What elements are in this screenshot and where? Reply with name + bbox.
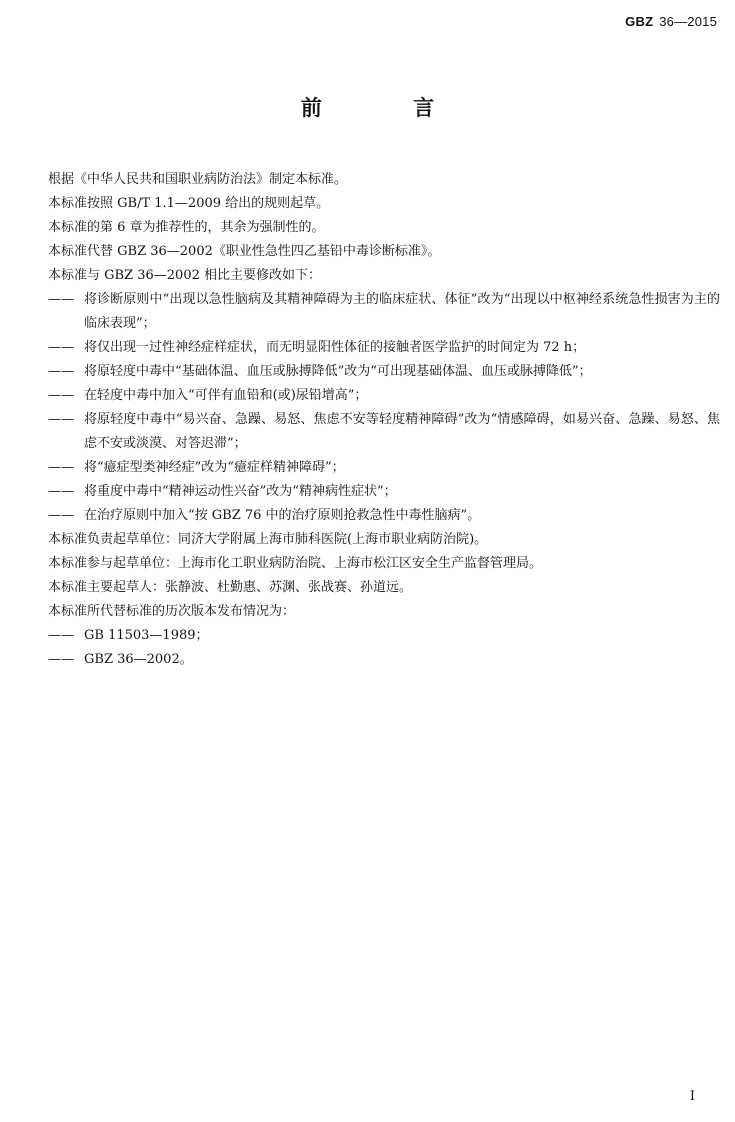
paragraph-chapter-nature: 本标准的第 6 章为推荐性的，其余为强制性的。 bbox=[48, 220, 325, 235]
paragraph-history-intro: 本标准所代替标准的历次版本发布情况为： bbox=[48, 604, 296, 619]
change-item bbox=[48, 480, 720, 504]
dash-marker: —— bbox=[48, 508, 74, 523]
history-item bbox=[48, 624, 720, 648]
change-text: 将重度中毒中“精神运动性兴奋”改为“精神病性症状”； bbox=[84, 484, 397, 499]
change-text: 将仅出现一过性神经症样症状，而无明显阳性体征的接触者医学监护的时间定为 72 h； bbox=[84, 340, 586, 355]
standard-code-prefix: GBZ bbox=[625, 14, 654, 29]
paragraph-main-drafters: 本标准主要起草人：张静波、杜勤惠、苏渊、张战赛、孙道远。 bbox=[48, 580, 413, 595]
change-text: 在轻度中毒中加入“可伴有血铅和(或)尿铅增高”； bbox=[84, 388, 368, 403]
paragraph-participating-drafters: 本标准参与起草单位：上海市化工职业病防治院、上海市松江区安全生产监督管理局。 bbox=[48, 556, 543, 571]
history-text: GBZ 36—2002。 bbox=[84, 652, 193, 667]
dash-marker: —— bbox=[48, 388, 74, 403]
dash-marker: —— bbox=[48, 460, 74, 475]
dash-marker: —— bbox=[48, 652, 74, 667]
paragraph-legal-basis: 根据《中华人民共和国职业病防治法》制定本标准。 bbox=[48, 172, 348, 187]
change-item bbox=[48, 360, 720, 384]
change-item bbox=[48, 384, 720, 408]
change-text: 在治疗原则中加入“按 GBZ 76 中的治疗原则抢救急性中毒性脑病”。 bbox=[84, 508, 481, 523]
change-item bbox=[48, 288, 720, 336]
dash-marker: —— bbox=[48, 292, 74, 307]
paragraph-lead-drafter: 本标准负责起草单位：同济大学附属上海市肺科医院(上海市职业病防治院)。 bbox=[48, 532, 488, 547]
change-item bbox=[48, 504, 720, 528]
page-number: I bbox=[689, 1089, 695, 1104]
change-text: 将诊断原则中“出现以急性脑病及其精神障碍为主的临床症状、体征”改为“出现以中枢神经系统急性损害为主的临床表现”； bbox=[84, 292, 720, 331]
history-text: GB 11503—1989； bbox=[84, 628, 209, 643]
dash-marker: —— bbox=[48, 340, 74, 355]
change-item bbox=[48, 336, 720, 360]
document-body bbox=[48, 168, 720, 672]
dash-marker: —— bbox=[48, 628, 74, 643]
paragraph-changes-intro: 本标准与 GBZ 36—2002 相比主要修改如下： bbox=[48, 268, 321, 283]
dash-marker: —— bbox=[48, 364, 74, 379]
change-item bbox=[48, 408, 720, 456]
standard-code bbox=[625, 14, 717, 29]
dash-marker: —— bbox=[48, 484, 74, 499]
change-item bbox=[48, 456, 720, 480]
paragraph-drafting-rules: 本标准按照 GB/T 1.1—2009 给出的规则起草。 bbox=[48, 196, 330, 211]
change-text: 将原轻度中毒中“基础体温、血压或脉搏降低”改为“可出现基础体温、血压或脉搏降低”； bbox=[84, 364, 592, 379]
history-item bbox=[48, 648, 720, 672]
page-title: 前 言 bbox=[300, 96, 477, 120]
dash-marker: —— bbox=[48, 412, 74, 427]
paragraph-replaces: 本标准代替 GBZ 36—2002《职业性急性四乙基铅中毒诊断标准》。 bbox=[48, 244, 441, 259]
standard-code-number: 36—2015 bbox=[659, 14, 717, 29]
change-text: 将原轻度中毒中“易兴奋、急躁、易怒、焦虑不安等轻度精神障碍”改为“情感障碍，如易兴奋、急躁、易怒、焦虑不安或淡漠、对答迟滞”； bbox=[84, 412, 720, 451]
change-text: 将“癔症型类神经症”改为“癔症样精神障碍”； bbox=[84, 460, 345, 475]
